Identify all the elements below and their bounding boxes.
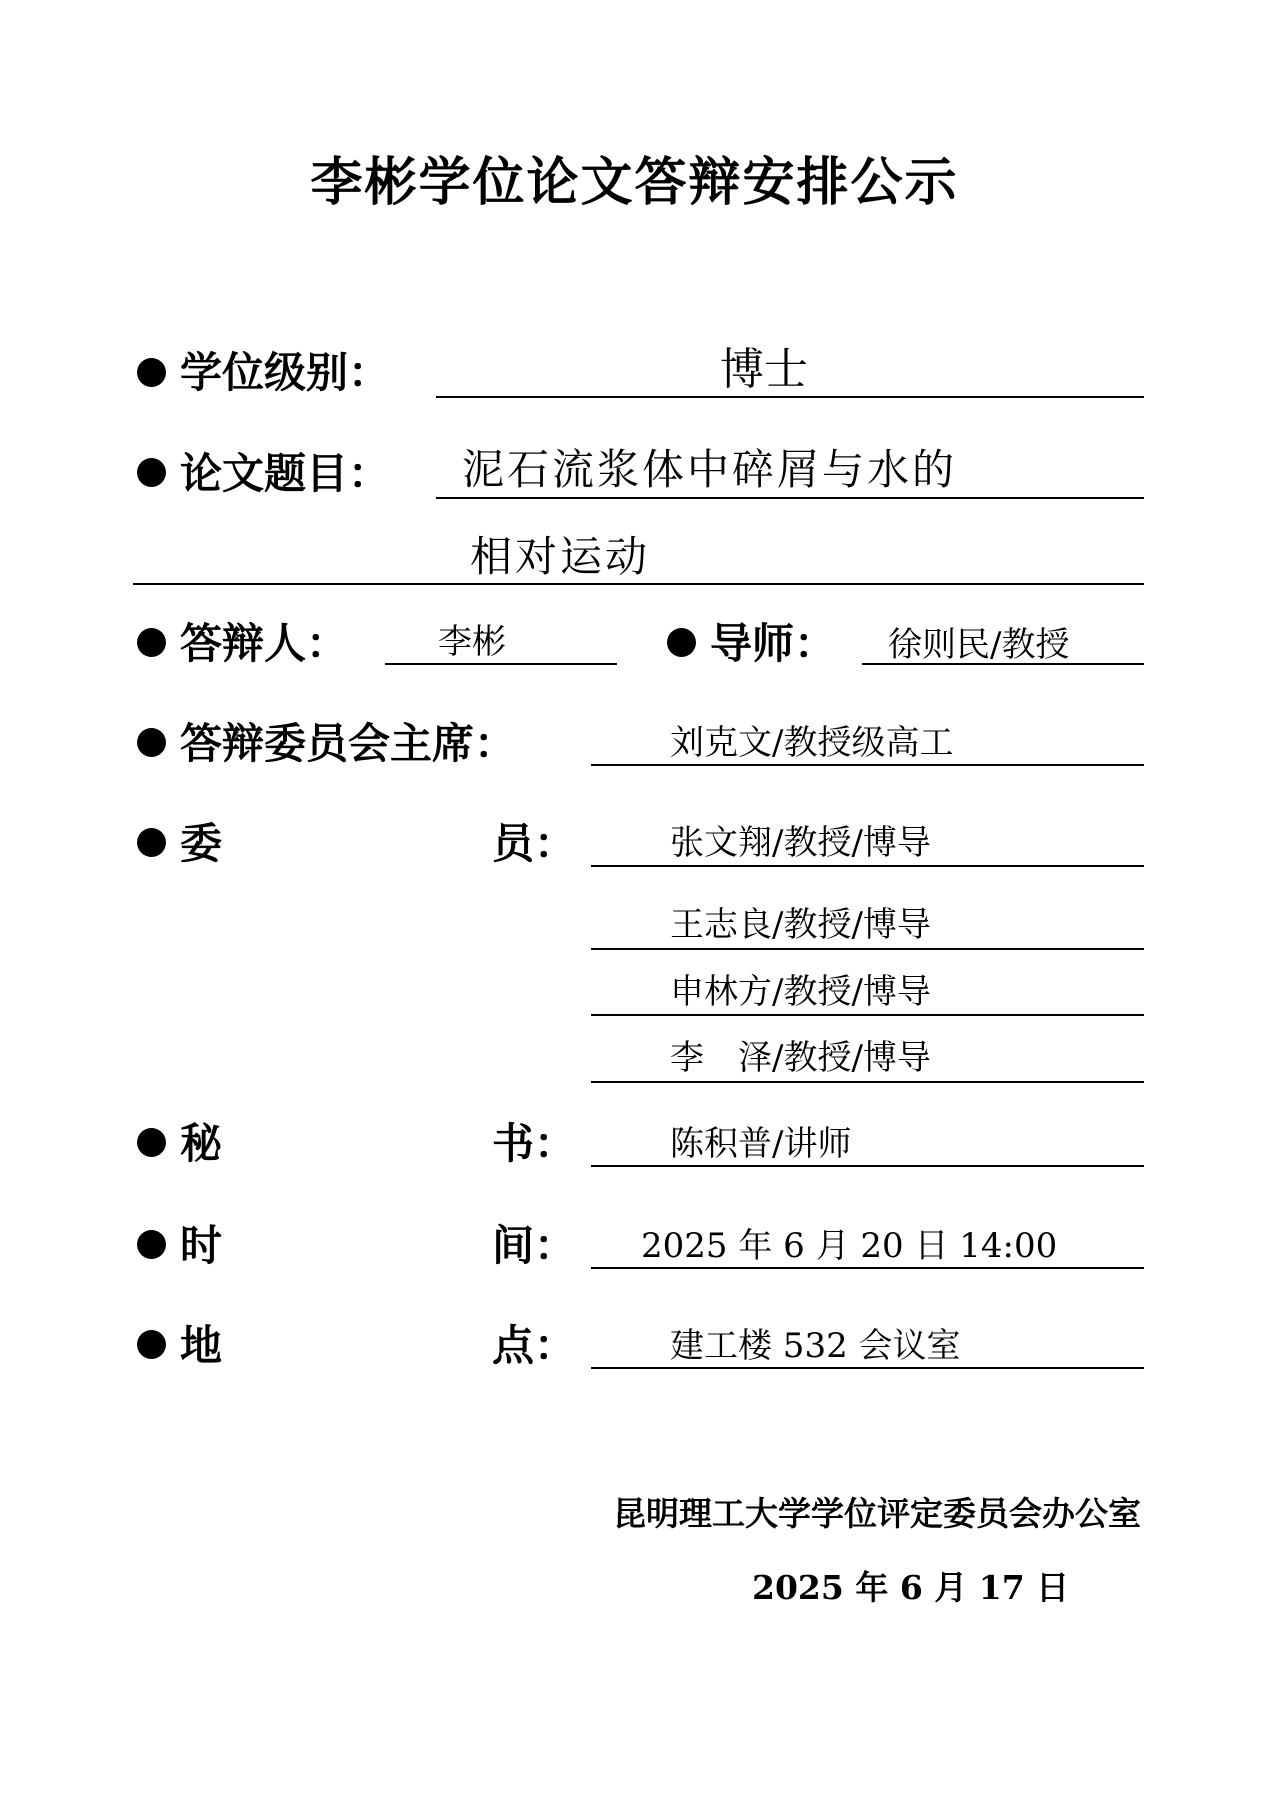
bullet-icon (137, 358, 166, 387)
page-title: 李彬学位论文答辩安排公示 (310, 153, 959, 213)
place-label-b: 点： (492, 1321, 577, 1370)
secretary-value: 陈积普/讲师 (670, 1124, 852, 1164)
bullet-icon (137, 628, 166, 657)
time-label-b: 间： (492, 1221, 577, 1270)
defender-label: 答辩人： (180, 619, 349, 668)
member-3: 申林方/教授/博导 (670, 972, 931, 1012)
member-underline-1 (591, 865, 1144, 867)
member-2: 王志良/教授/博导 (670, 905, 931, 945)
bullet-icon (137, 1128, 166, 1157)
secretary-underline (591, 1165, 1144, 1167)
place-label-a: 地 (180, 1321, 223, 1370)
advisor-label: 导师： (710, 619, 837, 668)
time-underline (591, 1267, 1144, 1269)
member-underline-4 (591, 1081, 1144, 1083)
place-underline (591, 1367, 1144, 1369)
chair-value: 刘克文/教授级高工 (670, 723, 954, 763)
member-underline-3 (591, 1014, 1144, 1016)
members-label-a: 委 (180, 819, 223, 868)
thesis-underline-2 (133, 583, 1144, 585)
bullet-icon (137, 1230, 166, 1259)
time-value: 2025 年 6 月 20 日 14:00 (641, 1226, 1058, 1266)
chair-underline (591, 764, 1144, 766)
thesis-title-line2: 相对运动 (470, 532, 651, 581)
defender-value: 李彬 (438, 622, 506, 662)
place-value: 建工楼 532 会议室 (670, 1326, 961, 1366)
bullet-icon (137, 828, 166, 857)
bullet-icon (137, 728, 166, 757)
time-label-a: 时 (180, 1221, 223, 1270)
bullet-icon (137, 1330, 166, 1359)
thesis-label: 论文题目： (180, 449, 391, 498)
bullet-icon (137, 458, 166, 487)
secretary-label-a: 秘 (180, 1119, 223, 1168)
members-label-b: 员： (492, 819, 577, 868)
defender-underline (385, 663, 617, 665)
thesis-underline-1 (436, 497, 1144, 499)
degree-value: 博士 (720, 344, 808, 395)
bullet-icon (667, 628, 696, 657)
member-4: 李 泽/教授/博导 (670, 1038, 931, 1078)
issue-date: 2025 年 6 月 17 日 (752, 1568, 1070, 1607)
issuer: 昆明理工大学学位评定委员会办公室 (613, 1494, 1141, 1533)
degree-label: 学位级别： (180, 348, 391, 397)
chair-label: 答辩委员会主席： (180, 719, 517, 768)
thesis-title-line1: 泥石流浆体中碎屑与水的 (462, 445, 958, 494)
member-1: 张文翔/教授/博导 (670, 823, 931, 863)
degree-underline (436, 396, 1144, 398)
secretary-label-b: 书： (492, 1119, 577, 1168)
advisor-value: 徐则民/教授 (888, 625, 1070, 665)
member-underline-2 (591, 948, 1144, 950)
